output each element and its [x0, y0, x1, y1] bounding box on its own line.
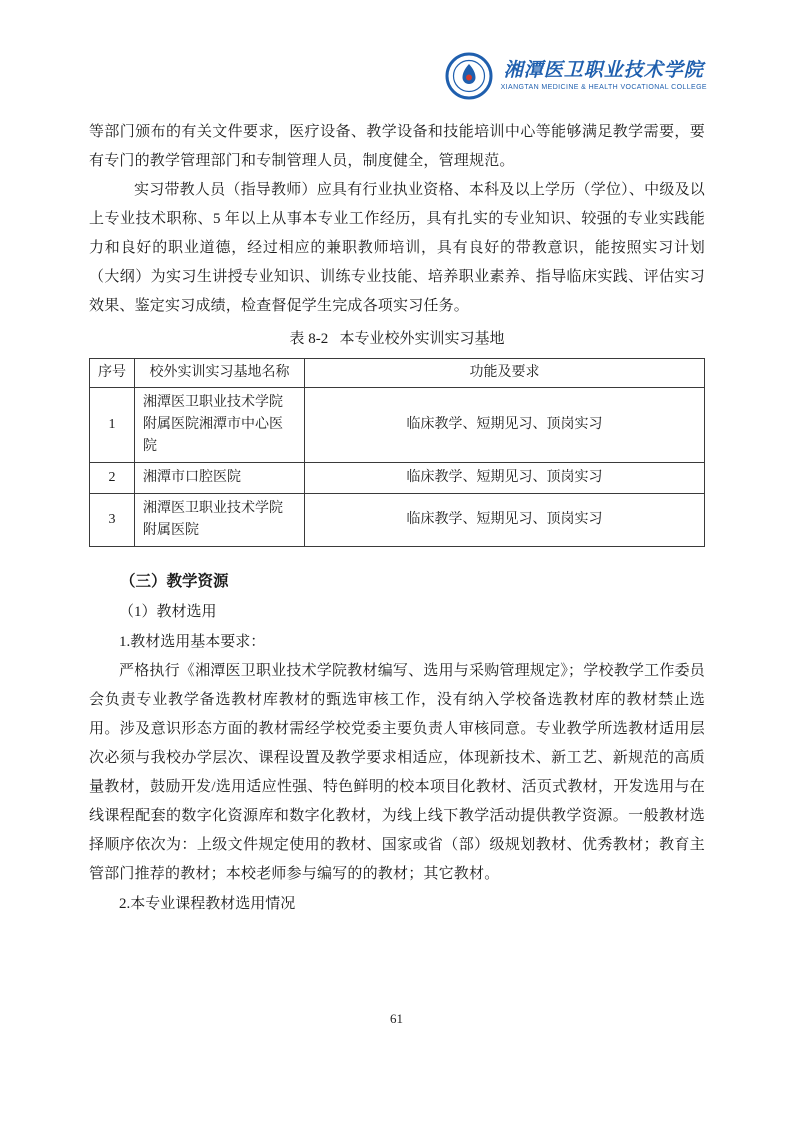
table-header-base-name: 校外实训实习基地名称: [135, 359, 305, 388]
item-basic-requirements: 1.教材选用基本要求：: [119, 634, 266, 650]
table-cell-function: 临床教学、短期见习、顶岗实习: [305, 463, 705, 494]
college-emblem-icon: [445, 52, 493, 100]
table-cell-base-name: 湘潭医卫职业技术学院附属医院: [135, 494, 305, 547]
college-name-zh: 湘潭医卫职业技术学院: [503, 60, 704, 82]
page-footer: [0, 1010, 793, 1028]
table-row: [90, 494, 705, 547]
section-heading-teaching-resources: （三）教学资源: [120, 573, 229, 590]
training-base-table: [89, 358, 705, 547]
page-number: 61: [390, 1011, 403, 1026]
college-name-en: XIANGTAN MEDICINE & HEALTH VOCATIONAL COLLEGE: [500, 83, 707, 91]
college-logo-text: [501, 61, 707, 91]
item-course-textbook-situation: 2.本专业课程教材选用情况: [119, 896, 296, 912]
subsection-textbook-selection: （1）教材选用: [119, 604, 217, 620]
paragraph-textbook-policy: 严格执行《湘潭医卫职业技术学院教材编写、选用与采购管理规定》；学校教学工作委员会负责专业教学备选教材库教材的甄选审核工作，没有纳入学校备选教材库的教材禁止选用。涉及意识形态方面的教材需经学校党委主要负责人审核同意。专业教学所选教材适用层次必须与我校办学层次、课程设置及教学要求相适应，体现新技术、新工艺、新规范的高质量教材，鼓励开发/选用适应性强、特色鲜明的校本项目化教材、活页式教材，开发选用与在线课程配套的数字化资源库和数字化教材，为线上线下教学活动提供教学资源。一般教材选择顺序依次为：上级文件规定使用的教材、国家或省（部）级规划教材、优秀教材；教育主管部门推荐的教材；本校老师参与编写的的教材；其它教材。: [89, 663, 705, 882]
table-header-function: 功能及要求: [305, 359, 705, 388]
table-cell-function: 临床教学、短期见习、顶岗实习: [305, 494, 705, 547]
paragraph-internship-teachers: 实习带教人员（指导教师）应具有行业执业资格、本科及以上学历（学位）、中级及以上专业技术职称、5 年以上从事本专业工作经历，具有扎实的专业知识、较强的专业实践能力和良好的职业道德，经过相应的兼职教师培训，具有良好的带教意识，能按照实习计划（大纲）为实习生讲授专业知识、训练专业技能、培养职业素养、指导临床实践、评估实习效果、鉴定实习成绩，检查督促学生完成各项实习任务。: [89, 182, 705, 314]
table-row: [90, 463, 705, 494]
table-cell-index: 2: [90, 463, 135, 494]
paragraph-continuation: 等部门颁布的有关文件要求，医疗设备、教学设备和技能培训中心等能够满足教学需要，要有专门的教学管理部门和专制管理人员，制度健全，管理规范。: [89, 124, 705, 169]
table-cell-index: 3: [90, 494, 135, 547]
table-header-index: 序号: [90, 359, 135, 388]
table-cell-base-name: 湘潭市口腔医院: [135, 463, 305, 494]
table-row: [90, 388, 705, 463]
table-cell-function: 临床教学、短期见习、顶岗实习: [305, 388, 705, 463]
page-header: [445, 52, 707, 100]
table-cell-base-name: 湘潭医卫职业技术学院附属医院湘潭市中心医院: [135, 388, 305, 463]
table-caption: 表 8-2 本专业校外实训实习基地: [289, 331, 505, 347]
document-body: [89, 118, 705, 919]
table-header-row: [90, 359, 705, 388]
table-cell-index: 1: [90, 388, 135, 463]
